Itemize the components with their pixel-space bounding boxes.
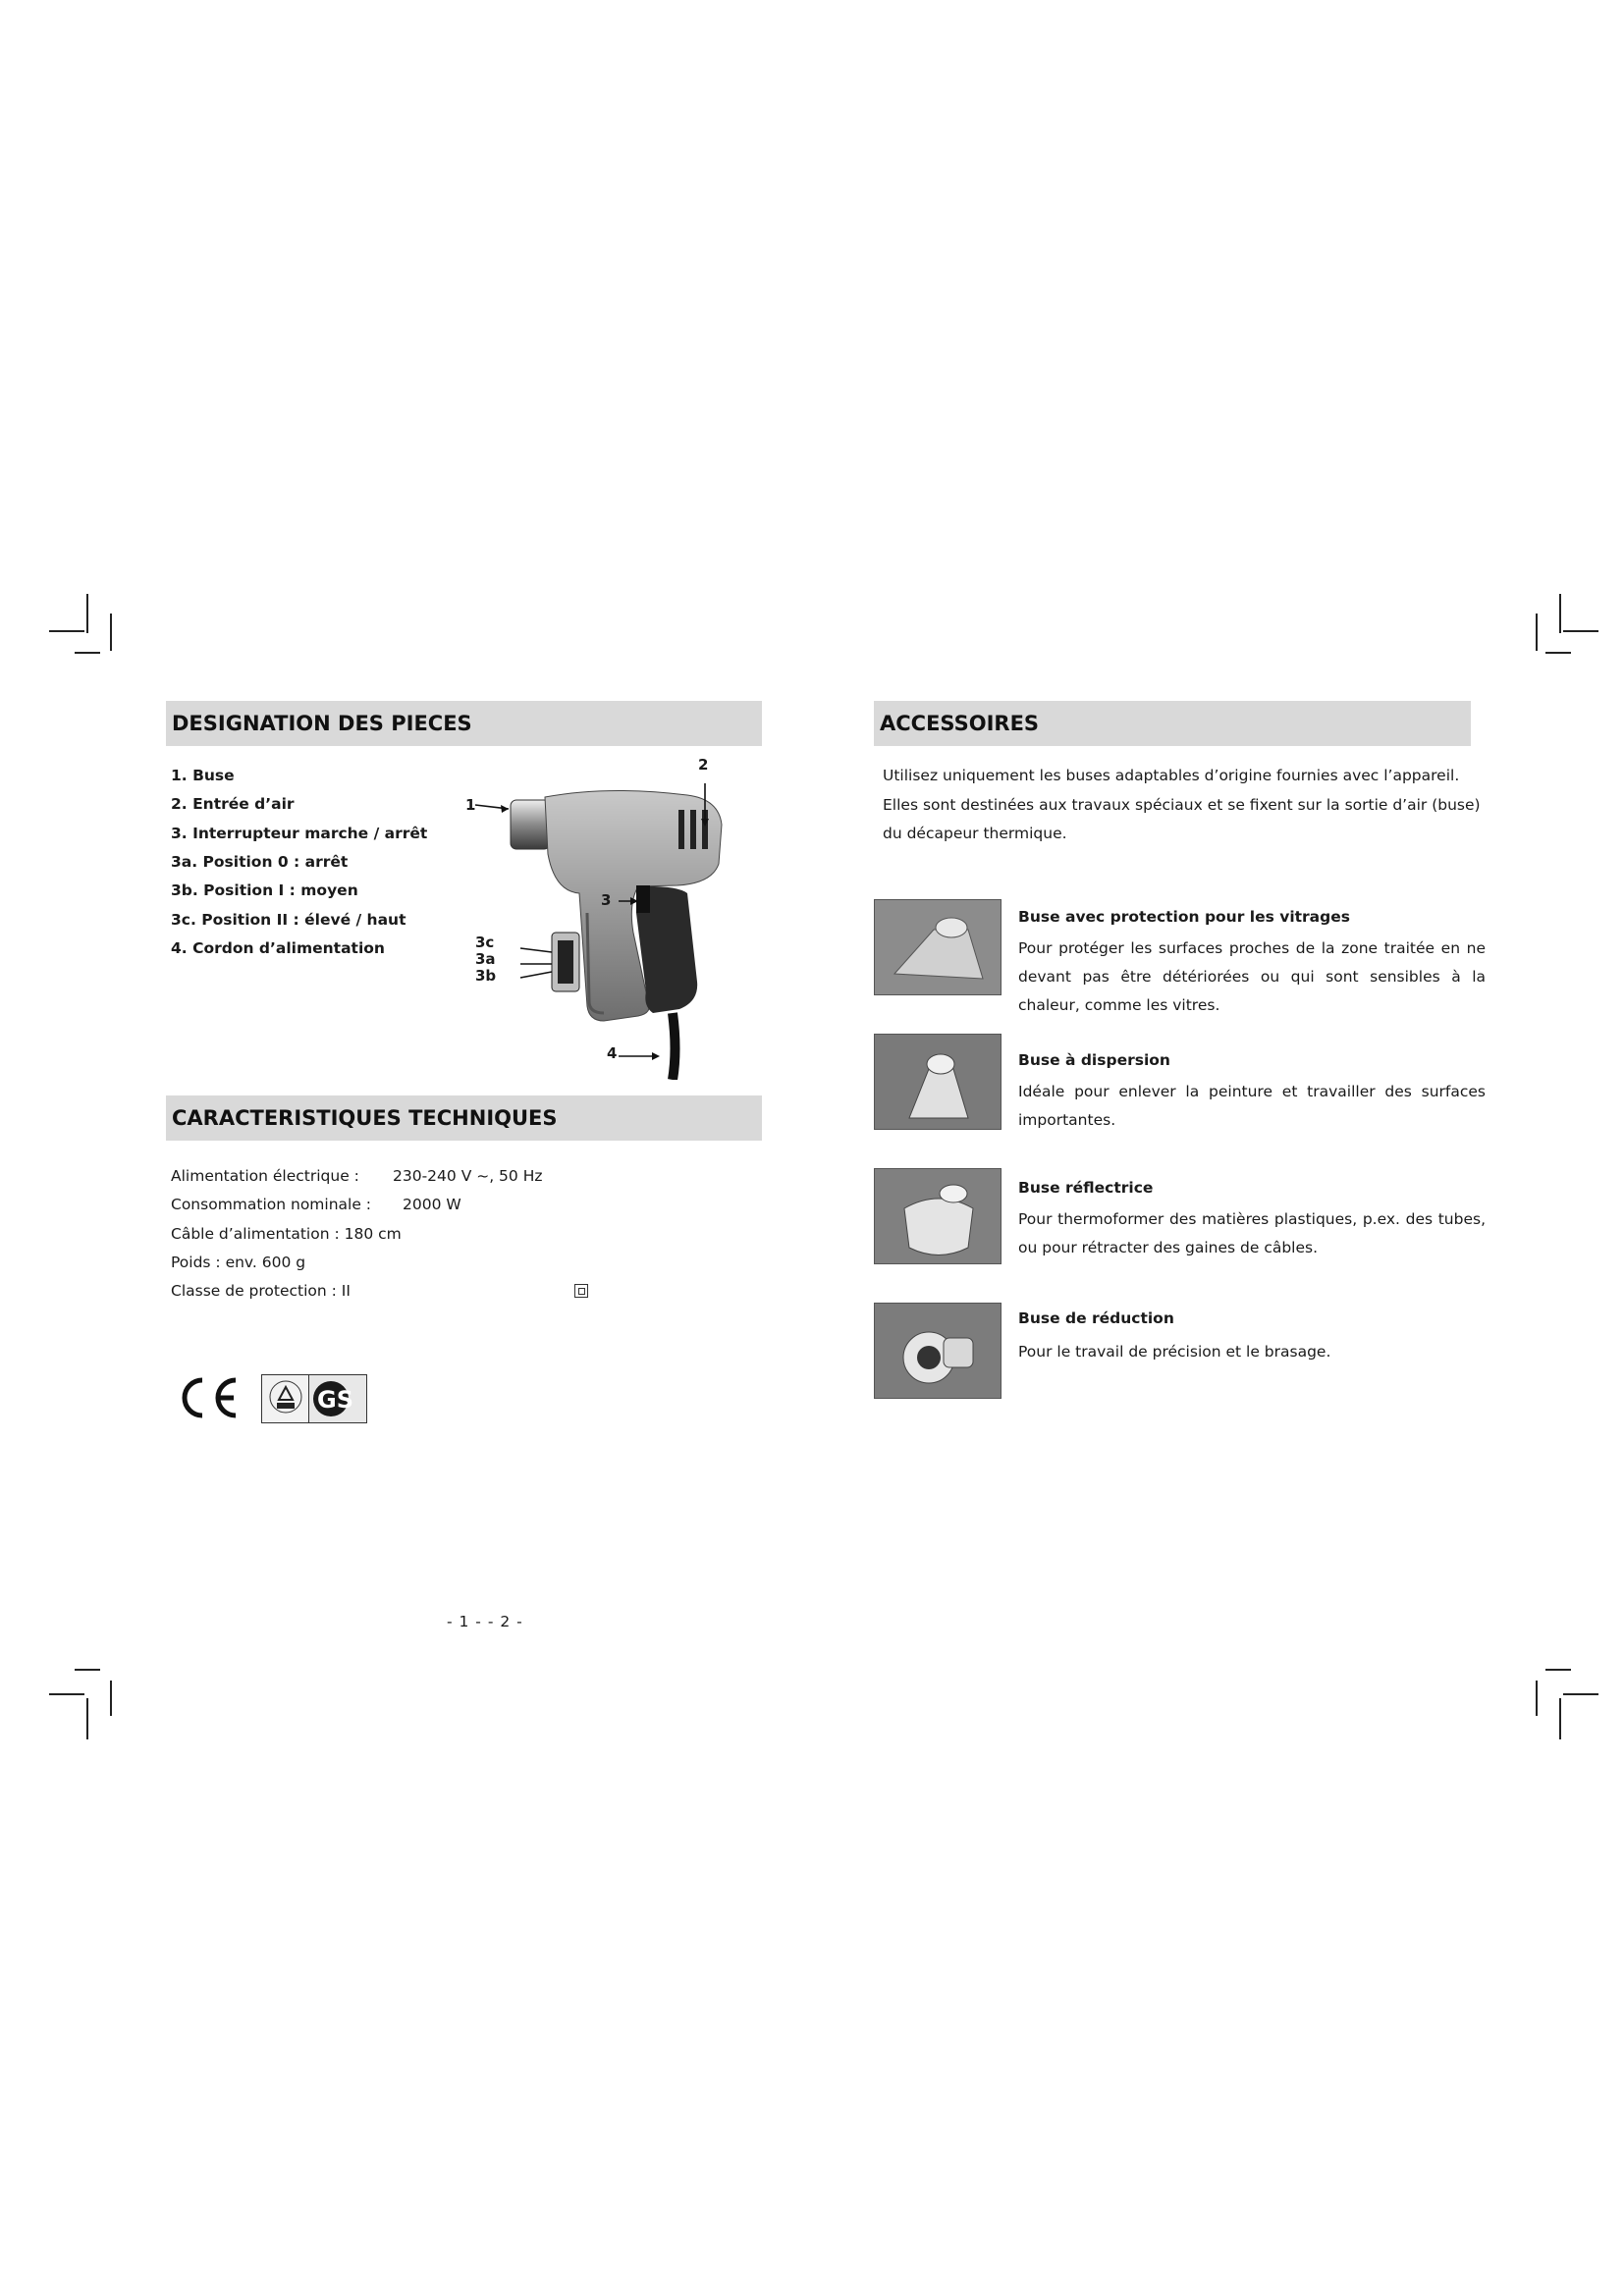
heat-gun-illustration [461,756,756,1080]
specs-heading: CARACTERISTIQUES TECHNIQUES [166,1095,762,1141]
callout-2: 2 [698,756,709,774]
spec-label: Alimentation électrique : [171,1167,359,1185]
list-item: 4. Cordon d’alimentation [171,939,385,957]
callout-1: 1 [465,796,476,814]
list-item: 3a. Position 0 : arrêt [171,853,349,871]
accessory-description: Pour protéger les surfaces proches de la zone traitée en ne devant pas être détériorées ou qui sont sensibles à la chaleur, comme les vitres. [1018,939,1486,1014]
designation-heading: DESIGNATION DES PIECES [166,701,762,746]
tuv-logo [261,1374,310,1423]
list-item: 1. Buse [171,767,235,784]
callout-3c: 3c [475,934,495,951]
list-item: 3c. Position II : élevé / haut [171,911,406,929]
callout-4: 4 [607,1044,618,1062]
intro-line: Utilisez uniquement les buses adaptables d’origine fournies avec l’appareil. [883,767,1460,784]
reduction-nozzle-image [874,1303,1001,1399]
intro-line: Elles sont destinées aux travaux spéciaux et se fixent sur la sortie d’air (buse) [883,796,1481,814]
list-item: 3. Interrupteur marche / arrêt [171,825,428,842]
spec-value: 2000 W [403,1196,461,1213]
callout-3: 3 [601,891,612,909]
ce-mark-logo [175,1374,244,1421]
spec-value: 230-240 V ~, 50 Hz [393,1167,543,1185]
accessory-description: Idéale pour enlever la peinture et travailler des surfaces importantes. [1018,1083,1486,1129]
spec-label: Consommation nominale : [171,1196,372,1213]
double-insulation-icon [574,1284,588,1298]
svg-text:GS: GS [317,1386,353,1414]
dispersion-nozzle-image [874,1034,1001,1130]
list-item: 2. Entrée d’air [171,795,295,813]
reflector-nozzle-image [874,1168,1001,1264]
accessory-title: Buse avec protection pour les vitrages [1018,908,1350,926]
accessory-description: Pour le travail de précision et le brasage. [1018,1343,1331,1361]
callout-3b: 3b [475,967,497,985]
page-numbers: - 1 - - 2 - [447,1613,523,1630]
accessory-title: Buse de réduction [1018,1309,1174,1327]
accessory-title: Buse à dispersion [1018,1051,1170,1069]
list-item: 3b. Position I : moyen [171,881,358,899]
accessory-description: Pour thermoformer des matières plastiques, p.ex. des tubes, ou pour rétracter des gaines de câbles. [1018,1210,1486,1256]
callout-3a: 3a [475,950,496,968]
accessory-title: Buse réflectrice [1018,1179,1154,1197]
glass-protection-nozzle-image [874,899,1001,995]
spec-label: Classe de protection : II [171,1282,351,1300]
spec-label: Poids : env. 600 g [171,1254,306,1271]
intro-line: du décapeur thermique. [883,825,1067,842]
accessories-heading: ACCESSOIRES [874,701,1471,746]
gs-logo [308,1374,367,1423]
spec-label: Câble d’alimentation : 180 cm [171,1225,402,1243]
